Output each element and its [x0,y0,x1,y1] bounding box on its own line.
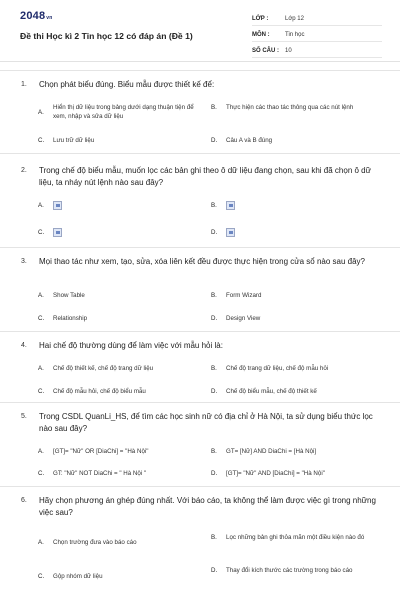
divider [0,70,400,71]
option-a[interactable]: A. Hiển thị dữ liệu trong bảng dưới dạng thuận tiện để xem, nhập và sửa dữ liệu [38,104,194,120]
option-d[interactable]: D. Chế độ biểu mẫu, chế độ thiết kế [211,388,317,395]
option-a[interactable]: A. [38,201,62,210]
meta-question-count: SỐ CÂU : 10 [252,44,382,58]
question-text: Mọi thao tác như xem, tạo, sửa, xóa liên kết đều được thực hiện trong cửa sổ nào sau đây? [39,257,365,266]
option-d[interactable]: D. [GT]= "Nữ" AND [DiaChi] = "Hà Nội" [211,470,325,477]
option-a[interactable]: A. [GT]= "Nữ" OR [DiaChi] = "Hà Nội" [38,448,149,455]
question-text: Hãy chọn phương án ghép đúng nhất. Với báo cáo, ta không thể làm được việc gì trong những việc sau? [39,496,376,517]
option-d[interactable]: D. [211,228,235,237]
option-c[interactable]: C. [38,228,62,237]
option-a[interactable]: A. Chế độ thiết kế, chế độ trang dữ liệu [38,365,154,372]
option-b[interactable]: B. Form Wizard [211,292,262,299]
divider [0,331,400,332]
option-d[interactable]: D. Design View [211,315,261,322]
option-d[interactable]: D. Câu A và B đúng [211,137,273,144]
option-c[interactable]: C. Gộp nhóm dữ liệu [38,573,103,580]
divider [0,153,400,154]
divider [0,402,400,403]
sort-icon [226,228,235,237]
filter-by-form-icon [226,201,235,210]
option-a[interactable]: A. Show Table [38,292,85,299]
option-b[interactable]: B. GT= [Nữ] AND DiaChi = [Hà Nội] [211,448,317,455]
meta-subject: MÔN : Tin học [252,28,382,42]
site-logo[interactable]: 2048vn [20,10,53,22]
option-b[interactable]: B. [211,201,235,210]
divider [0,486,400,487]
question-text: Trong chế độ biểu mẫu, muốn lọc các bản ghi theo ô dữ liệu đang chọn, sau khi đã chọn ô dữ liệu, ta nháy nút lệnh nào sau đây? [39,166,371,187]
option-b[interactable]: B. Lọc những bản ghi thỏa mãn một điều kiện nào đó [211,534,365,541]
meta-class: LỚP : Lớp 12 [252,12,382,26]
option-c[interactable]: C. Lưu trữ dữ liệu [38,137,95,144]
divider [0,247,400,248]
question-text: Chọn phát biểu đúng. Biểu mẫu được thiết kế để: [39,80,215,89]
option-d[interactable]: D. Thay đổi kích thước các trường trong báo cáo [211,567,353,574]
option-a[interactable]: A. Chọn trường đưa vào báo cáo [38,539,137,546]
exam-meta [252,12,382,60]
filter-by-selection-icon [53,201,62,210]
exam-title: Đề thi Học kì 2 Tin học 12 có đáp án (Đề 1) [20,31,193,41]
apply-filter-icon [53,228,62,237]
option-b[interactable]: B. Thực hiện các thao tác thông qua các nút lệnh [211,104,354,111]
question-text: Hai chế độ thường dùng để làm việc với mẫu hỏi là: [39,341,223,350]
exam-header [0,0,400,62]
question-text: Trong CSDL QuanLi_HS, để tìm các học sinh nữ có địa chỉ ở Hà Nội, ta sử dụng biểu thức lọc nào sau đây? [39,412,373,433]
option-b[interactable]: B. Chế độ trang dữ liệu, chế độ mẫu hỏi [211,365,329,372]
option-c[interactable]: C. GT: "Nữ" NOT DiaChi = " Hà Nội " [38,470,147,477]
option-c[interactable]: C. Relationship [38,315,88,322]
option-c[interactable]: C. Chế độ mẫu hỏi, chế độ biểu mẫu [38,388,146,395]
